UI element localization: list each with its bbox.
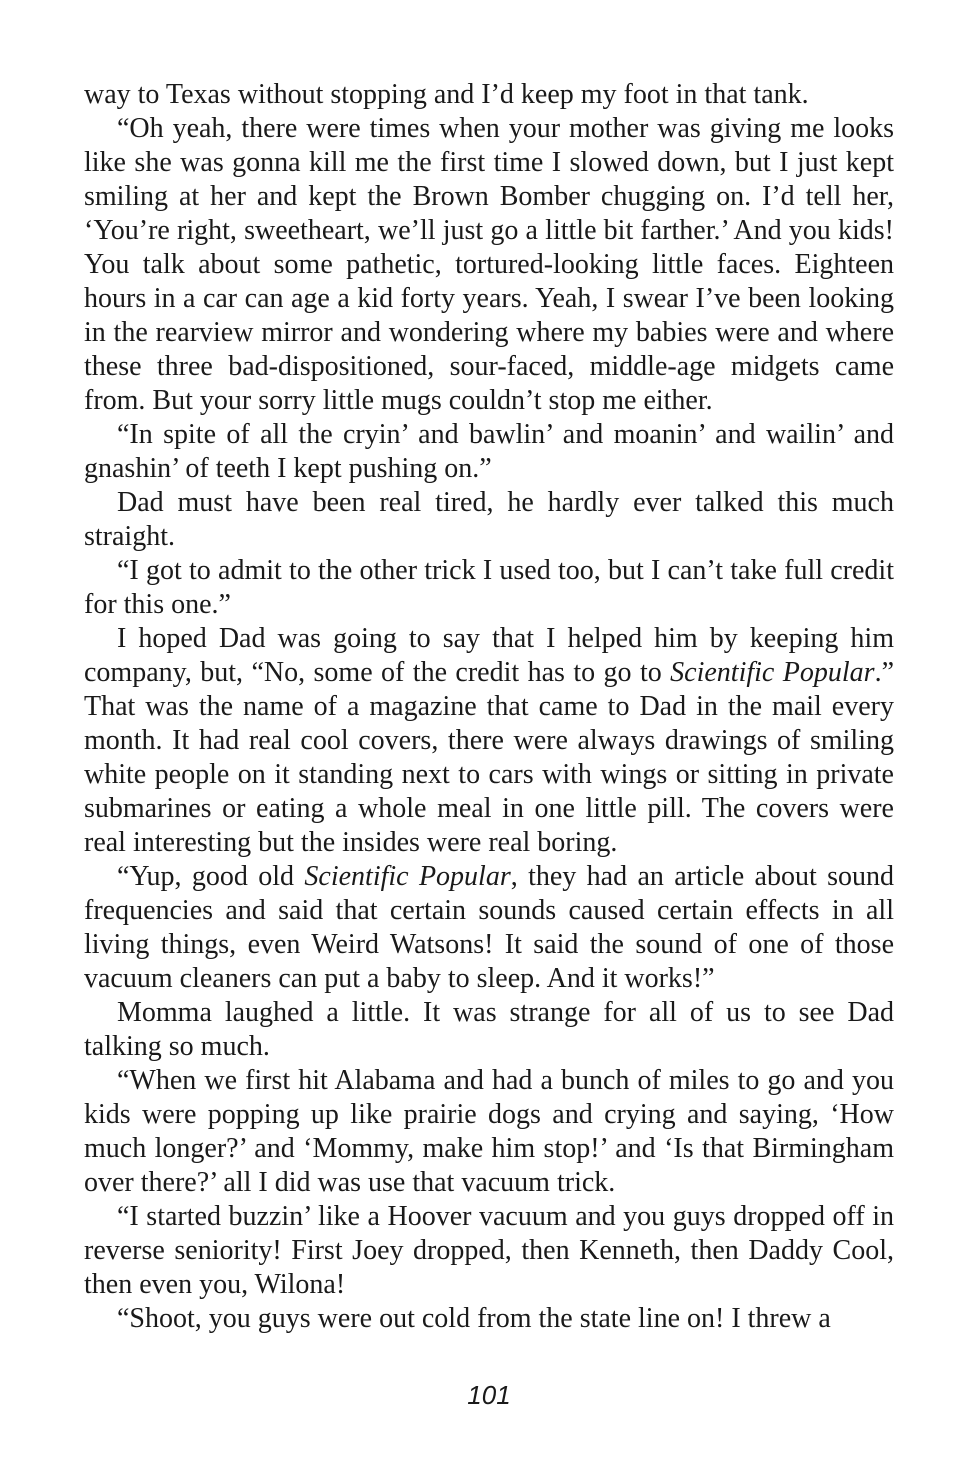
page-body (84, 78, 894, 1336)
paragraph: “I started buzzin’ like a Hoover vacuum and you guys dropped off in reverse seniority! First Joey dropped, then Kenneth, then Daddy Cool, then even you, Wilona! (84, 1201, 894, 1300)
paragraph-text: “Yup, good old (117, 861, 305, 892)
paragraph: “In spite of all the cryin’ and bawlin’ and moanin’ and wailin’ and gnashin’ of teeth I kept pushing on.” (84, 419, 894, 484)
paragraph: “I got to admit to the other trick I used too, but I can’t take full credit for this one.” (84, 555, 894, 620)
page-number: 101 (467, 1380, 511, 1410)
paragraph-continued: way to Texas without stopping and I’d keep my foot in that tank. (84, 79, 809, 110)
paragraph: Momma laughed a little. It was strange for all of us to see Dad talking so much. (84, 997, 894, 1062)
paragraph-text: I hoped Dad was going to say that I helped him by keeping him company, but, “No, some of the credit has to go to (84, 623, 894, 688)
paragraph (84, 860, 894, 996)
paragraph-text: , they had an article about sound frequencies and said that certain sounds caused certain effects in all living things, even Weird Watsons! It said the sound of one of those vacuum cleaners can put a baby to sleep. And it works!” (84, 861, 894, 994)
paragraph: “When we first hit Alabama and had a bunch of miles to go and you kids were popping up like prairie dogs and crying and saying, ‘How much longer?’ and ‘Mommy, make him stop!’ and ‘Is that Birmingham over there?’ all I did was use that vacuum trick. (84, 1065, 894, 1198)
magazine-title: Scientific Popular (670, 657, 875, 688)
magazine-title: Scientific Popular (304, 861, 511, 892)
paragraph-text: .” That was the name of a magazine that came to Dad in the mail every month. It had real cool covers, there were always drawings of smiling white people on it standing next to cars with wings or sitting in private submarines or eating a whole meal in one little pill. The covers were real interesting but the insides were real boring. (84, 657, 894, 858)
paragraph: “Oh yeah, there were times when your mother was giving me looks like she was gonna kill me the first time I slowed down, but I just kept smiling at her and kept the Brown Bomber chugging on. I’d tell her, ‘You’re right, sweetheart, we’ll just go a little bit farther.’ And you kids! You talk about some pathetic, tortured-looking little faces. Eighteen hours in a car can age a kid forty years. Yeah, I swear I’ve been looking in the rearview mirror and wondering where my babies were and where these three bad-dispositioned, sour-faced, middle-age midgets came from. But your sorry little mugs couldn’t stop me either. (84, 113, 894, 416)
paragraph: “Shoot, you guys were out cold from the state line on! I threw a (117, 1303, 831, 1334)
paragraph: Dad must have been real tired, he hardly ever talked this much straight. (84, 487, 894, 552)
paragraph (84, 622, 894, 860)
